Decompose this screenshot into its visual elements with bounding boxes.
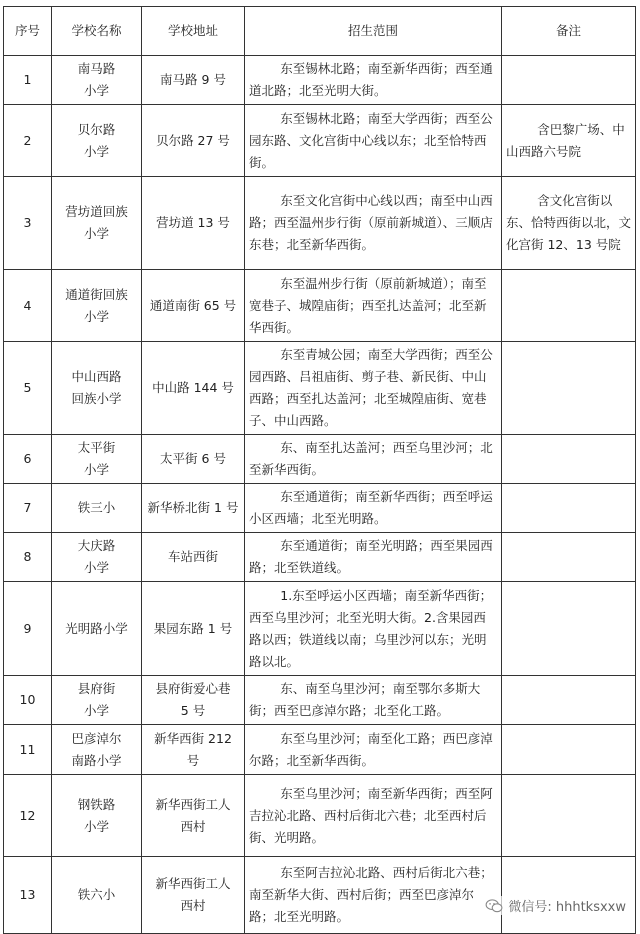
enrollment-range-cell bbox=[245, 342, 502, 435]
enrollment-range-cell bbox=[245, 676, 502, 725]
enrollment-range-text: 东至温州步行街（原前新城道）；南至宽巷子、城隍庙街；西至扎达盖河；北至新华西街。 bbox=[249, 275, 487, 335]
row-number-cell bbox=[4, 725, 52, 775]
school-name-cell bbox=[52, 270, 142, 342]
school-name-text: 小学 bbox=[83, 462, 109, 477]
school-address-cell bbox=[142, 270, 245, 342]
row-number-cell bbox=[4, 342, 52, 435]
row-number-cell bbox=[4, 270, 52, 342]
school-name-text: 小学 bbox=[83, 703, 109, 718]
row-number-cell bbox=[4, 582, 52, 676]
table-row bbox=[4, 177, 636, 270]
school-name-cell bbox=[52, 484, 142, 533]
school-name-cell bbox=[52, 775, 142, 857]
row-number-text: 1 bbox=[23, 72, 32, 87]
school-name-cell bbox=[52, 533, 142, 582]
enrollment-range-text: 东、南至乌里沙河；南至鄂尔多斯大街；西至巴彦淖尔路；北至化工路。 bbox=[249, 681, 481, 718]
header-enrollment-range: 招生范围 bbox=[245, 7, 502, 56]
enrollment-range-cell bbox=[245, 533, 502, 582]
school-address-cell bbox=[142, 582, 245, 676]
enrollment-range-text: 东至通道街；南至光明路；西至果园西路；北至铁道线。 bbox=[249, 538, 493, 575]
row-number-text: 8 bbox=[23, 549, 32, 564]
school-name-text: 巴彦淖尔 bbox=[71, 730, 122, 746]
school-address-text: 太平街 6 号 bbox=[160, 451, 226, 466]
school-address-cell bbox=[142, 435, 245, 484]
school-name-text: 县府街 bbox=[77, 681, 116, 696]
header-school-address: 学校地址 bbox=[142, 7, 245, 56]
row-number-text: 10 bbox=[19, 692, 36, 707]
row-number-cell bbox=[4, 775, 52, 857]
school-address-text: 新华西街 212 bbox=[154, 730, 232, 746]
school-name-text: 小学 bbox=[83, 308, 109, 324]
table-row bbox=[4, 775, 636, 857]
table-row bbox=[4, 270, 636, 342]
school-name-text: 小学 bbox=[83, 226, 109, 241]
header-school-name: 学校名称 bbox=[52, 7, 142, 56]
school-address-text: 新华桥北街 1 号 bbox=[147, 500, 239, 515]
enrollment-range-text: 东至乌里沙河；南至化工路；西巴彦淖尔路；北至新华西街。 bbox=[249, 730, 493, 768]
school-address-cell bbox=[142, 857, 245, 934]
enrollment-range-text: 东至锡林北路；南至大学西街；西至公园东路、文化宫街中心线以东；北至恰特西街。 bbox=[249, 110, 493, 170]
remarks-cell bbox=[502, 676, 636, 725]
school-name-cell bbox=[52, 725, 142, 775]
school-address-text: 车站西街 bbox=[167, 549, 218, 564]
remarks-cell bbox=[502, 177, 636, 270]
row-number-text: 7 bbox=[23, 500, 32, 515]
watermark-text: 微信号: hhhtksxxw bbox=[508, 900, 626, 915]
row-number-cell bbox=[4, 533, 52, 582]
enrollment-range-cell bbox=[245, 857, 502, 934]
enrollment-range-cell bbox=[245, 484, 502, 533]
school-address-cell bbox=[142, 484, 245, 533]
school-address-text: 通道南街 65 号 bbox=[149, 297, 237, 313]
enrollment-table bbox=[3, 6, 636, 934]
enrollment-range-cell bbox=[245, 270, 502, 342]
row-number-text: 11 bbox=[19, 741, 36, 757]
remarks-cell bbox=[502, 270, 636, 342]
school-name-cell bbox=[52, 435, 142, 484]
school-name-text: 光明路小学 bbox=[65, 620, 128, 636]
row-number-text: 5 bbox=[23, 380, 32, 395]
school-name-cell bbox=[52, 676, 142, 725]
school-name-cell bbox=[52, 342, 142, 435]
school-address-text: 新华西街工人 bbox=[155, 876, 231, 891]
row-number-cell bbox=[4, 484, 52, 533]
enrollment-range-text: 东至青城公园；南至大学西街；西至公园西路、吕祖庙街、剪子巷、新民街、中山西路；西至扎达盖河；北至城隍庙街、宽巷子、中山西路。 bbox=[249, 347, 493, 428]
enrollment-range-text: 东至阿吉拉沁北路、西村后街北六巷；南至新华大街、西村后街；西至巴彦淖尔路；北至光明路。 bbox=[249, 865, 493, 924]
row-number-cell bbox=[4, 177, 52, 270]
table-row bbox=[4, 105, 636, 177]
school-name-text: 小学 bbox=[83, 143, 109, 159]
remarks-text: 含巴黎广场、中山西路六号院 bbox=[506, 121, 625, 159]
school-name-text: 营坊道回族 bbox=[65, 204, 128, 219]
enrollment-range-text: 东至通道街；南至新华西街；西至呼运小区西墙；北至光明路。 bbox=[249, 489, 493, 526]
school-name-text: 铁六小 bbox=[77, 887, 116, 902]
school-name-text: 铁三小 bbox=[77, 500, 116, 515]
school-name-cell bbox=[52, 582, 142, 676]
school-name-text: 回族小学 bbox=[71, 391, 122, 406]
school-address-text: 中山路 144 号 bbox=[152, 380, 234, 395]
row-number-text: 6 bbox=[23, 451, 32, 466]
remarks-text: 含文化宫街以东、恰特西街以北，文化宫街 12、13 号院 bbox=[506, 193, 632, 252]
remarks-cell bbox=[502, 533, 636, 582]
row-number-text: 12 bbox=[19, 807, 36, 823]
school-name-text: 小学 bbox=[83, 560, 109, 575]
school-name-text: 大庆路 bbox=[77, 538, 116, 553]
remarks-cell bbox=[502, 725, 636, 775]
row-number-cell bbox=[4, 435, 52, 484]
school-name-text: 南路小学 bbox=[71, 752, 122, 768]
enrollment-range-cell bbox=[245, 177, 502, 270]
enrollment-range-text: 东、南至扎达盖河；西至乌里沙河；北至新华西街。 bbox=[249, 440, 493, 477]
row-number-cell bbox=[4, 857, 52, 934]
school-address-text: 西村 bbox=[180, 818, 206, 834]
table-row bbox=[4, 484, 636, 533]
header-row bbox=[4, 7, 636, 56]
table-row bbox=[4, 435, 636, 484]
row-number-text: 13 bbox=[19, 887, 36, 902]
row-number-text: 2 bbox=[23, 132, 32, 148]
enrollment-range-text: 东至文化宫街中心线以西；南至中山西路；西至温州步行街（原前新城道）、三顺店东巷；北至新华西街。 bbox=[249, 193, 493, 252]
enrollment-range-text: 东至乌里沙河；南至新华西街；西至阿吉拉沁北路、西村后街北六巷；北至西村后街、光明路。 bbox=[249, 785, 493, 845]
school-name-text: 南马路 bbox=[77, 61, 116, 76]
row-number-cell bbox=[4, 56, 52, 105]
table-row bbox=[4, 582, 636, 676]
enrollment-range-text: 东至锡林北路；南至新华西街；西至通道北路；北至光明大街。 bbox=[249, 61, 493, 98]
school-address-text: 贝尔路 27 号 bbox=[156, 132, 230, 148]
wechat-watermark bbox=[485, 896, 626, 915]
school-address-text: 果园东路 1 号 bbox=[153, 620, 233, 636]
school-name-text: 太平街 bbox=[77, 440, 116, 455]
school-name-text: 贝尔路 bbox=[77, 121, 116, 137]
remarks-cell bbox=[502, 105, 636, 177]
row-number-cell bbox=[4, 676, 52, 725]
enrollment-range-cell bbox=[245, 56, 502, 105]
remarks-cell bbox=[502, 484, 636, 533]
table-row bbox=[4, 56, 636, 105]
remarks-cell bbox=[502, 435, 636, 484]
school-address-text: 营坊道 13 号 bbox=[156, 215, 230, 230]
remarks-cell bbox=[502, 582, 636, 676]
enrollment-range-cell bbox=[245, 582, 502, 676]
wechat-icon bbox=[485, 899, 503, 913]
school-address-text: 西村 bbox=[180, 898, 206, 913]
school-name-cell bbox=[52, 105, 142, 177]
school-name-text: 中山西路 bbox=[71, 369, 122, 384]
school-name-text: 通道街回族 bbox=[65, 286, 128, 302]
school-address-cell bbox=[142, 533, 245, 582]
school-address-cell bbox=[142, 177, 245, 270]
school-address-cell bbox=[142, 775, 245, 857]
table-row bbox=[4, 725, 636, 775]
school-address-text: 县府街爱心巷 bbox=[155, 681, 231, 696]
header-remarks: 备注 bbox=[502, 7, 636, 56]
remarks-cell bbox=[502, 775, 636, 857]
school-address-text: 新华西街工人 bbox=[155, 796, 231, 812]
school-name-cell bbox=[52, 56, 142, 105]
header-no: 序号 bbox=[4, 7, 52, 56]
row-number-text: 3 bbox=[23, 215, 32, 230]
table-row bbox=[4, 533, 636, 582]
row-number-text: 9 bbox=[23, 620, 32, 636]
remarks-cell bbox=[502, 857, 636, 934]
school-name-text: 小学 bbox=[83, 818, 109, 834]
enrollment-range-cell bbox=[245, 725, 502, 775]
school-address-text: 南马路 9 号 bbox=[160, 72, 226, 87]
table-row bbox=[4, 342, 636, 435]
school-address-text: 号 bbox=[186, 752, 200, 768]
school-address-cell bbox=[142, 105, 245, 177]
enrollment-range-cell bbox=[245, 775, 502, 857]
school-name-cell bbox=[52, 177, 142, 270]
school-name-text: 钢铁路 bbox=[77, 796, 116, 812]
enrollment-range-cell bbox=[245, 105, 502, 177]
table-row bbox=[4, 676, 636, 725]
table-row bbox=[4, 857, 636, 934]
remarks-cell bbox=[502, 56, 636, 105]
school-address-cell bbox=[142, 676, 245, 725]
enrollment-range-text: 1.东至呼运小区西墙；南至新华西街；西至乌里沙河；北至光明大街。2.含果园西路以西；铁道线以南；乌里沙河以东；光明路以北。 bbox=[249, 587, 493, 669]
school-address-cell bbox=[142, 56, 245, 105]
school-name-text: 小学 bbox=[83, 83, 109, 98]
row-number-text: 4 bbox=[23, 297, 32, 313]
remarks-cell bbox=[502, 342, 636, 435]
row-number-cell bbox=[4, 105, 52, 177]
school-address-text: 5 号 bbox=[180, 703, 206, 718]
enrollment-range-cell bbox=[245, 435, 502, 484]
school-name-cell bbox=[52, 857, 142, 934]
school-address-cell bbox=[142, 725, 245, 775]
school-address-cell bbox=[142, 342, 245, 435]
